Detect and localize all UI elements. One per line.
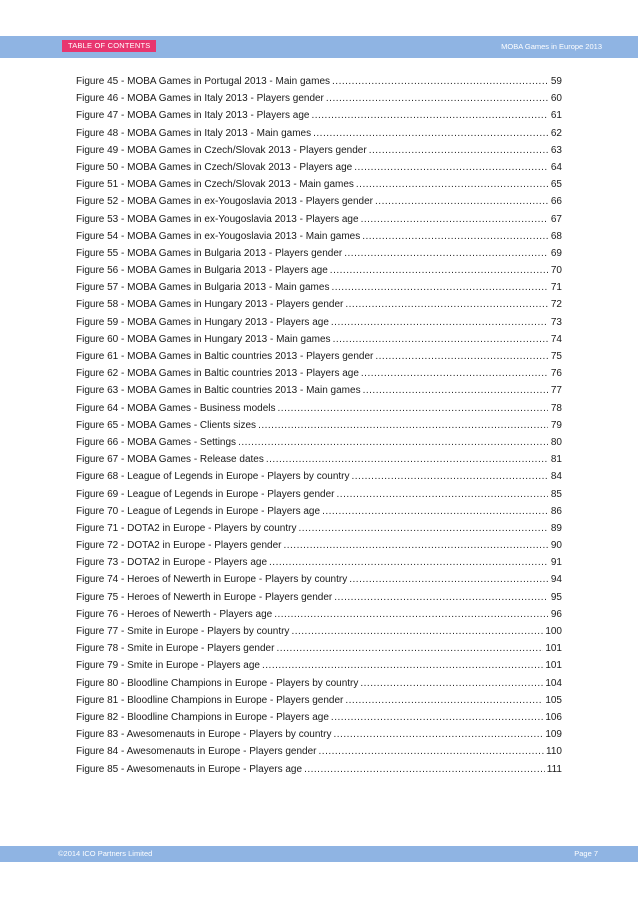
toc-entry[interactable] [76, 262, 562, 279]
toc-entry-page: 104 [545, 677, 562, 689]
toc-entry-title: Figure 71 - DOTA2 in Europe - Players by country [76, 522, 297, 534]
toc-entry-title: Figure 66 - MOBA Games - Settings [76, 436, 237, 448]
toc-entry-title: Figure 57 - MOBA Games in Bulgaria 2013 - Main games [76, 282, 330, 294]
toc-entry-title: Figure 49 - MOBA Games in Czech/Slovak 2013 - Players gender [76, 144, 367, 156]
toc-entry-title: Figure 74 - Heroes of Newerth in Europe - Players by country [76, 574, 348, 586]
toc-dot-leader [331, 314, 548, 331]
toc-entry-page: 90 [550, 540, 562, 552]
toc-entry-page: 61 [550, 110, 562, 122]
toc-entry[interactable] [76, 468, 562, 485]
toc-entry-title: Figure 59 - MOBA Games in Hungary 2013 - Players age [76, 316, 329, 328]
toc-dot-leader [345, 296, 548, 313]
toc-entry-title: Figure 45 - MOBA Games in Portugal 2013 - Main games [76, 76, 331, 87]
toc-dot-leader [344, 245, 548, 262]
toc-entry[interactable] [76, 176, 562, 193]
toc-dot-leader [319, 743, 545, 760]
toc-entry-page: 70 [550, 265, 562, 277]
toc-entry-page: 72 [550, 299, 562, 311]
toc-entry[interactable] [76, 142, 562, 159]
toc-entry[interactable] [76, 503, 562, 520]
toc-entry[interactable] [76, 382, 562, 399]
toc-entry[interactable] [76, 520, 562, 537]
toc-dot-leader [274, 606, 548, 623]
table-of-figures [76, 73, 562, 778]
toc-entry-title: Figure 79 - Smite in Europe - Players age [76, 660, 260, 672]
toc-entry[interactable] [76, 73, 562, 90]
toc-entry-page: 101 [545, 643, 562, 655]
toc-entry-page: 69 [550, 247, 562, 259]
toc-entry-page: 75 [550, 351, 562, 362]
toc-entry[interactable] [76, 314, 562, 331]
toc-entry-title: Figure 72 - DOTA2 in Europe - Players gender [76, 540, 282, 552]
toc-entry-page: 106 [545, 711, 562, 723]
toc-entry[interactable] [76, 623, 562, 640]
toc-dot-leader [332, 73, 548, 90]
toc-entry-title: Figure 54 - MOBA Games in ex-Yougoslavia 2013 - Main games [76, 230, 361, 242]
toc-entry[interactable] [76, 331, 562, 348]
toc-entry-page: 86 [550, 505, 562, 517]
toc-entry[interactable] [76, 279, 562, 296]
toc-entry-title: Figure 73 - DOTA2 in Europe - Players age [76, 557, 268, 569]
toc-entry-page: 76 [550, 368, 562, 380]
section-tag: TABLE OF CONTENTS [62, 40, 156, 52]
toc-dot-leader [375, 193, 548, 210]
toc-entry-title: Figure 64 - MOBA Games - Business models [76, 402, 276, 414]
toc-dot-leader [333, 331, 548, 348]
toc-dot-leader [331, 709, 543, 726]
toc-entry[interactable] [76, 125, 562, 142]
toc-dot-leader [326, 90, 548, 107]
toc-entry[interactable] [76, 296, 562, 313]
toc-dot-leader [278, 400, 548, 417]
copyright-text: ©2014 ICO Partners Limited [58, 849, 153, 858]
toc-dot-leader [238, 434, 548, 451]
toc-entry-title: Figure 60 - MOBA Games in Hungary 2013 - Main games [76, 333, 331, 345]
toc-entry[interactable] [76, 451, 562, 468]
toc-entry[interactable] [76, 228, 562, 245]
toc-entry[interactable] [76, 434, 562, 451]
toc-entry-page: 111 [546, 763, 562, 775]
toc-entry-title: Figure 53 - MOBA Games in ex-Yougoslavia 2013 - Players age [76, 213, 359, 225]
toc-dot-leader [369, 142, 548, 159]
toc-dot-leader [262, 657, 543, 674]
toc-entry-page: 80 [550, 436, 562, 448]
toc-entry-title: Figure 48 - MOBA Games in Italy 2013 - Main games [76, 127, 312, 139]
toc-dot-leader [291, 623, 543, 640]
toc-entry[interactable] [76, 657, 562, 674]
toc-entry-page: 109 [545, 729, 562, 741]
toc-entry-page: 100 [545, 626, 562, 637]
toc-dot-leader [269, 554, 548, 571]
toc-entry-title: Figure 61 - MOBA Games in Baltic countries 2013 - Players gender [76, 351, 374, 362]
toc-dot-leader [361, 365, 548, 382]
report-title: MOBA Games in Europe 2013 [501, 42, 602, 51]
toc-dot-leader [356, 176, 548, 193]
toc-entry-page: 65 [550, 179, 562, 191]
toc-entry-title: Figure 75 - Heroes of Newerth in Europe - Players gender [76, 591, 333, 603]
toc-entry-title: Figure 58 - MOBA Games in Hungary 2013 - Players gender [76, 299, 344, 311]
toc-entry-title: Figure 65 - MOBA Games - Clients sizes [76, 419, 257, 431]
toc-entry-page: 71 [550, 282, 562, 294]
header-bar [0, 36, 638, 58]
toc-entry-title: Figure 68 - League of Legends in Europe - Players by country [76, 471, 350, 483]
toc-entry-title: Figure 62 - MOBA Games in Baltic countries 2013 - Players age [76, 368, 359, 380]
toc-entry[interactable] [76, 90, 562, 107]
toc-entry-title: Figure 81 - Bloodline Champions in Europe - Players gender [76, 694, 344, 706]
toc-entry[interactable] [76, 606, 562, 623]
toc-entry-title: Figure 85 - Awesomenauts in Europe - Players age [76, 763, 303, 775]
toc-entry[interactable] [76, 761, 562, 778]
toc-dot-leader [362, 228, 548, 245]
toc-entry[interactable] [76, 365, 562, 382]
toc-entry[interactable] [76, 554, 562, 571]
toc-entry-page: 94 [550, 574, 562, 586]
toc-entry[interactable] [76, 571, 562, 588]
toc-entry-title: Figure 76 - Heroes of Newerth - Players age [76, 608, 273, 620]
toc-entry-title: Figure 47 - MOBA Games in Italy 2013 - Players age [76, 110, 310, 122]
toc-entry-title: Figure 46 - MOBA Games in Italy 2013 - Players gender [76, 93, 324, 105]
toc-entry-page: 74 [550, 333, 562, 345]
toc-entry-title: Figure 50 - MOBA Games in Czech/Slovak 2013 - Players age [76, 161, 353, 173]
toc-entry-page: 85 [550, 488, 562, 500]
toc-dot-leader [375, 348, 548, 365]
toc-dot-leader [334, 726, 544, 743]
toc-entry[interactable] [76, 675, 562, 692]
toc-entry-page: 64 [550, 161, 562, 173]
toc-entry-page: 110 [546, 746, 562, 758]
toc-entry[interactable] [76, 348, 562, 365]
toc-entry-page: 63 [550, 144, 562, 156]
toc-entry-title: Figure 82 - Bloodline Champions in Europe - Players age [76, 711, 329, 723]
toc-entry-title: Figure 56 - MOBA Games in Bulgaria 2013 - Players age [76, 265, 328, 277]
toc-entry-title: Figure 69 - League of Legends in Europe - Players gender [76, 488, 335, 500]
toc-dot-leader [361, 211, 548, 228]
toc-entry-page: 91 [550, 557, 562, 569]
toc-dot-leader [363, 382, 548, 399]
toc-entry-title: Figure 63 - MOBA Games in Baltic countries 2013 - Main games [76, 385, 361, 397]
toc-dot-leader [354, 159, 548, 176]
toc-entry-title: Figure 84 - Awesomenauts in Europe - Players gender [76, 746, 317, 758]
toc-entry-page: 67 [550, 213, 562, 225]
toc-entry[interactable] [76, 692, 562, 709]
toc-entry-title: Figure 78 - Smite in Europe - Players gender [76, 643, 275, 655]
toc-dot-leader [331, 279, 548, 296]
toc-entry-page: 78 [550, 402, 562, 414]
toc-entry-title: Figure 52 - MOBA Games in ex-Yougoslavia 2013 - Players gender [76, 196, 374, 208]
toc-dot-leader [266, 451, 548, 468]
toc-entry-page: 66 [550, 196, 562, 208]
toc-entry-title: Figure 70 - League of Legends in Europe - Players age [76, 505, 321, 517]
toc-dot-leader [349, 571, 548, 588]
toc-entry[interactable] [76, 640, 562, 657]
toc-entry[interactable] [76, 245, 562, 262]
toc-entry[interactable] [76, 709, 562, 726]
toc-dot-leader [298, 520, 548, 537]
toc-entry-title: Figure 80 - Bloodline Champions in Europe - Players by country [76, 677, 359, 689]
toc-dot-leader [322, 503, 548, 520]
toc-entry[interactable] [76, 400, 562, 417]
toc-entry-page: 89 [550, 522, 562, 534]
toc-entry[interactable] [76, 211, 562, 228]
toc-entry-page: 96 [550, 608, 562, 620]
toc-entry-page: 81 [550, 454, 562, 466]
toc-entry-page: 60 [550, 93, 562, 105]
toc-entry-page: 73 [550, 316, 562, 328]
toc-entry-title: Figure 83 - Awesomenauts in Europe - Players by country [76, 729, 332, 741]
toc-entry-page: 84 [550, 471, 562, 483]
toc-entry-page: 77 [550, 385, 562, 397]
toc-entry[interactable] [76, 193, 562, 210]
footer-bar [0, 846, 638, 862]
toc-entry-page: 59 [550, 76, 562, 87]
toc-entry[interactable] [76, 417, 562, 434]
toc-dot-leader [352, 468, 549, 485]
toc-entry[interactable] [76, 486, 562, 503]
toc-entry-page: 101 [545, 660, 562, 672]
toc-entry-title: Figure 67 - MOBA Games - Release dates [76, 454, 264, 466]
toc-entry[interactable] [76, 589, 562, 606]
toc-dot-leader [258, 417, 548, 434]
toc-dot-leader [345, 692, 543, 709]
toc-entry-page: 62 [550, 127, 562, 139]
toc-dot-leader [283, 537, 548, 554]
toc-dot-leader [360, 675, 543, 692]
toc-entry-page: 68 [550, 230, 562, 242]
toc-dot-leader [276, 640, 543, 657]
toc-entry-title: Figure 55 - MOBA Games in Bulgaria 2013 - Players gender [76, 247, 343, 259]
toc-entry-title: Figure 77 - Smite in Europe - Players by country [76, 626, 290, 637]
toc-entry[interactable] [76, 107, 562, 124]
toc-entry[interactable] [76, 159, 562, 176]
toc-entry[interactable] [76, 726, 562, 743]
toc-entry[interactable] [76, 743, 562, 760]
toc-dot-leader [330, 262, 548, 279]
toc-entry-title: Figure 51 - MOBA Games in Czech/Slovak 2013 - Main games [76, 179, 354, 191]
toc-entry[interactable] [76, 537, 562, 554]
toc-entry-page: 95 [550, 591, 562, 603]
toc-entry-page: 105 [545, 694, 562, 706]
toc-dot-leader [311, 107, 548, 124]
page-number: Page 7 [574, 849, 598, 858]
toc-dot-leader [334, 589, 548, 606]
toc-dot-leader [313, 125, 548, 142]
toc-dot-leader [337, 486, 548, 503]
toc-dot-leader [304, 761, 545, 778]
toc-entry-page: 79 [550, 419, 562, 431]
